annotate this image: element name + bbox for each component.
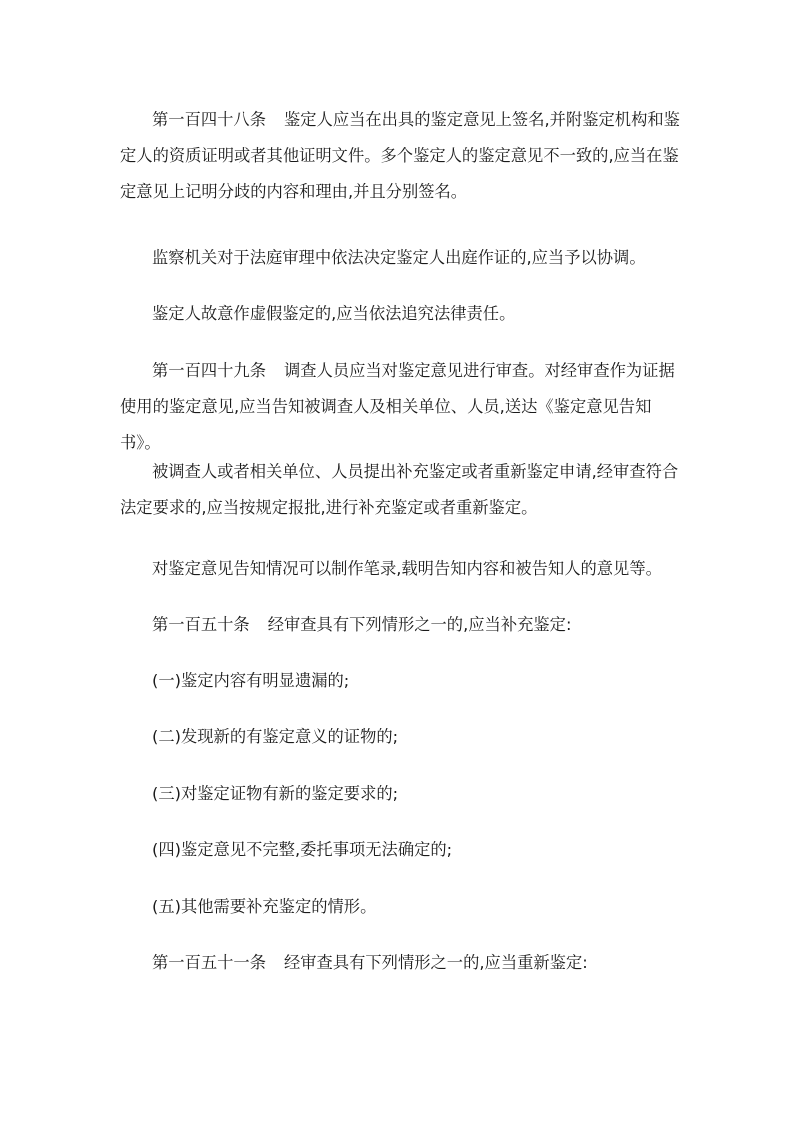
paragraph-text: (三)对鉴定证物有新的鉴定要求的; [152, 784, 399, 803]
article-number: 第一百四十八条 [152, 110, 266, 129]
paragraph-false-appraisal [120, 296, 680, 332]
paragraph-text: (五)其他需要补充鉴定的情形。 [152, 897, 377, 916]
paragraph-court-coordination [120, 240, 680, 276]
paragraph-notification-record [120, 551, 680, 587]
paragraph-text: 监察机关对于法庭审理中依法决定鉴定人出庭作证的,应当予以协调。 [152, 248, 646, 267]
list-item-2 [120, 719, 680, 755]
paragraph-article-149 [120, 353, 680, 461]
article-number: 第一百五十一条 [152, 953, 266, 972]
paragraph-text: 鉴定人应当在出具的鉴定意见上签名,并附鉴定机构和鉴定人的资质证明或者其他证明文件。多个鉴定人的鉴定意见不一致的,应当在鉴定意见上记明分歧的内容和理由,并且分别签名。 [120, 110, 680, 201]
list-item-5 [120, 889, 680, 925]
paragraph-article-151 [120, 945, 680, 981]
paragraph-text: 经审查具有下列情形之一的,应当补充鉴定: [267, 615, 572, 634]
paragraph-text: 鉴定人故意作虚假鉴定的,应当依法追究法律责任。 [152, 304, 516, 323]
list-item-1 [120, 663, 680, 699]
paragraph-supplementary-request [120, 454, 680, 526]
paragraph-article-150 [120, 607, 680, 643]
paragraph-text: 被调查人或者相关单位、人员提出补充鉴定或者重新鉴定申请,经审查符合法定要求的,应当按规定报批,进行补充鉴定或者重新鉴定。 [120, 462, 679, 517]
paragraph-text: 调查人员应当对鉴定意见进行审查。对经审查作为证据使用的鉴定意见,应当告知被调查人及相关单位、人员,送达《鉴定意见告知书》。 [120, 361, 675, 452]
paragraph-text: 经审查具有下列情形之一的,应当重新鉴定: [283, 953, 588, 972]
paragraph-article-148 [120, 102, 680, 210]
paragraph-text: (二)发现新的有鉴定意义的证物的; [152, 727, 399, 746]
article-number: 第一百五十条 [152, 615, 250, 634]
article-number: 第一百四十九条 [152, 361, 266, 380]
list-item-3 [120, 776, 680, 812]
paragraph-text: (四)鉴定意见不完整,委托事项无法确定的; [152, 840, 453, 859]
paragraph-text: 对鉴定意见告知情况可以制作笔录,载明告知内容和被告知人的意见等。 [152, 559, 662, 578]
list-item-4 [120, 832, 680, 868]
paragraph-text: (一)鉴定内容有明显遗漏的; [152, 671, 350, 690]
